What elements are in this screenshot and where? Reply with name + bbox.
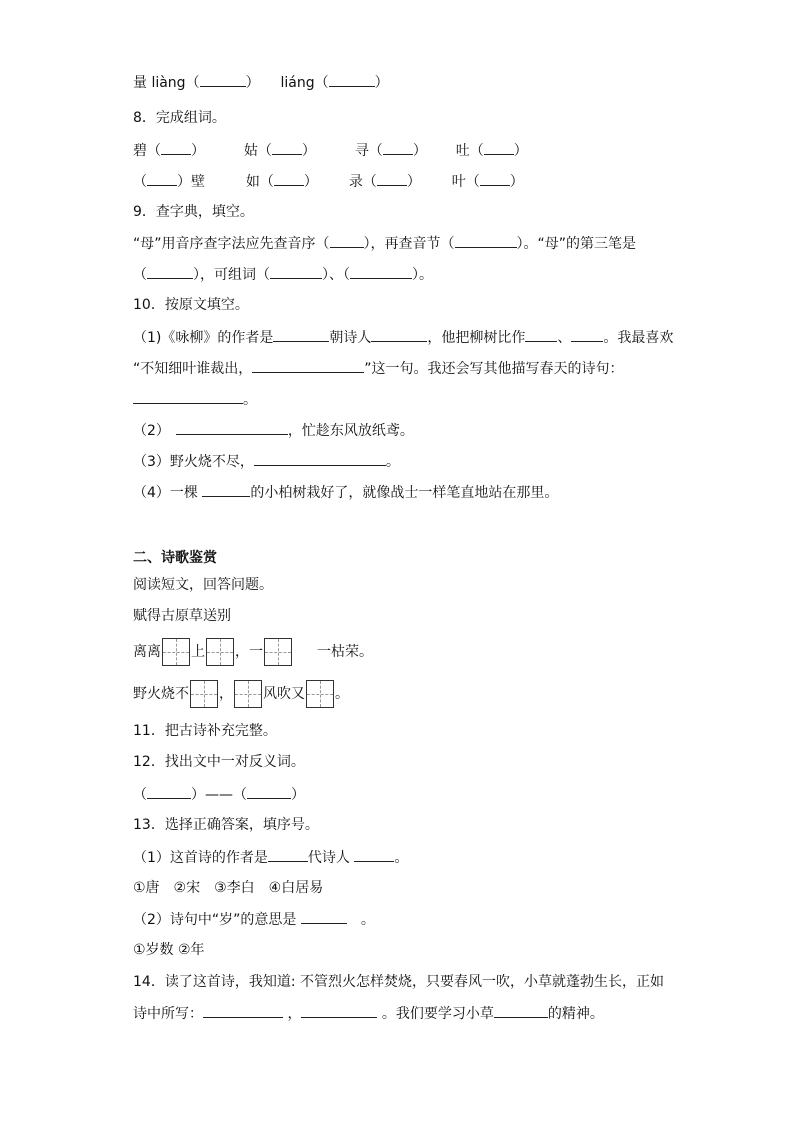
q10-text: （3）野火烧不尽， xyxy=(133,454,254,470)
poem-text: ，一 xyxy=(235,644,263,660)
q12-title: 12．找出文中一对反义词。 xyxy=(133,754,305,770)
poem-text: 风吹又 xyxy=(263,686,305,702)
poem-text: ， xyxy=(219,686,233,702)
q10-title: 10．按原文填空。 xyxy=(133,297,249,313)
q12-blank-1[interactable] xyxy=(147,784,191,799)
q13-sub-2 xyxy=(133,909,375,929)
q10-text: （2） xyxy=(133,423,170,439)
q10-blank-5[interactable] xyxy=(252,358,364,373)
q9-blank-1[interactable] xyxy=(330,233,364,248)
q13-text: （1）这首诗的作者是 xyxy=(133,850,268,866)
q7-tail-line xyxy=(133,72,389,92)
q8-word-bi2: ）壁 xyxy=(177,174,205,190)
q10-line-1 xyxy=(133,327,673,347)
q8-blank-7[interactable] xyxy=(377,171,407,186)
q8-blank-3[interactable] xyxy=(383,140,413,155)
q8-close: ） xyxy=(301,143,316,159)
q14-text: 诗中所写： xyxy=(133,1006,203,1022)
q8-row-1 xyxy=(133,140,528,160)
q13-blank-1[interactable] xyxy=(268,847,308,862)
q12-answer xyxy=(133,784,305,804)
q14-text: 。我们要学习小草 xyxy=(377,1006,494,1022)
q10-blank-2[interactable] xyxy=(371,327,427,342)
q10-text: 。我最喜欢 xyxy=(603,330,674,346)
q12-text: （ xyxy=(133,787,147,803)
q8-close: ） xyxy=(303,174,318,190)
q7-close-2: ） xyxy=(374,75,389,91)
tian-box-5[interactable] xyxy=(234,680,262,708)
q9-text: ）。 xyxy=(412,267,433,283)
q8-open: （ xyxy=(133,174,147,190)
q10-line-6 xyxy=(133,482,558,502)
q8-close: ） xyxy=(412,143,427,159)
q10-blank-8[interactable] xyxy=(254,451,386,466)
q9-title: 9．查字典，填空。 xyxy=(133,204,254,220)
q9-line-1 xyxy=(133,233,636,253)
poem-text: 上 xyxy=(191,644,205,660)
q9-line-2 xyxy=(133,264,433,284)
q12-blank-2[interactable] xyxy=(247,784,291,799)
tian-box-1[interactable] xyxy=(162,638,190,666)
q8-title: 8．完成组词。 xyxy=(133,110,226,126)
q11-title: 11．把古诗补充完整。 xyxy=(133,723,277,739)
q8-blank-1[interactable] xyxy=(161,140,191,155)
q10-blank-9[interactable] xyxy=(202,482,250,497)
poem-text: 一枯荣。 xyxy=(317,644,373,660)
q13-text: 代诗人 xyxy=(307,850,355,866)
q14-text: 的精神。 xyxy=(547,1006,604,1022)
section-heading: 二、诗歌鉴赏 xyxy=(133,550,217,566)
q12-text: ）——（ xyxy=(191,787,247,803)
q12-text: ） xyxy=(291,787,305,803)
q10-text: ，他把柳树比作 xyxy=(427,330,526,346)
q13-text: 。 xyxy=(394,850,409,866)
tian-box-6[interactable] xyxy=(306,680,334,708)
q14-text: ， xyxy=(283,1006,302,1022)
q8-word-bi: 碧（ xyxy=(133,143,161,159)
q10-line-4 xyxy=(133,420,414,440)
q13-title: 13．选择正确答案，填序号。 xyxy=(133,817,319,833)
q14-blank-3[interactable] xyxy=(494,1003,548,1018)
q8-blank-4[interactable] xyxy=(484,140,514,155)
poem-text: 。 xyxy=(335,686,349,702)
q14-line-1: 14．读了这首诗，我知道: 不管烈火怎样焚烧，只要春风一吹，小草就蓬勃生长，正如 xyxy=(133,974,664,990)
q13-blank-2[interactable] xyxy=(354,847,394,862)
q13-options-1: ①唐 ②宋 ③李白 ④白居易 xyxy=(133,880,324,896)
q14-blank-2[interactable] xyxy=(301,1003,377,1018)
q9-blank-3[interactable] xyxy=(147,264,193,279)
poem-title: 赋得古原草送别 xyxy=(133,608,231,624)
q8-word-tu: 吐（ xyxy=(455,143,484,159)
q9-blank-4[interactable] xyxy=(270,264,322,279)
q10-text: ”这一句。我还会写其他描写春天的诗句： xyxy=(364,361,624,377)
q10-line-2 xyxy=(133,358,624,378)
q10-text: “不知细叶谁裁出， xyxy=(133,361,253,377)
q8-word-ru: 如（ xyxy=(245,174,274,190)
poem-text: 离离 xyxy=(133,644,161,660)
q13-sub-1 xyxy=(133,847,408,867)
q10-text: ，忙趁东风放纸鸢。 xyxy=(287,423,414,439)
q8-close: ） xyxy=(513,143,528,159)
q8-blank-5[interactable] xyxy=(147,171,177,186)
q8-blank-8[interactable] xyxy=(480,171,510,186)
q10-line-3 xyxy=(133,389,257,409)
poem-line-1 xyxy=(133,637,373,667)
q8-word-xun: 寻（ xyxy=(354,143,383,159)
q9-text: （ xyxy=(133,267,147,283)
q9-text: ）。“母”的第三笔是 xyxy=(516,236,637,252)
q8-word-ye: 叶（ xyxy=(451,174,480,190)
q9-blank-5[interactable] xyxy=(350,264,412,279)
q13-options-2: ①岁数 ②年 xyxy=(133,942,205,958)
q10-blank-7[interactable] xyxy=(176,420,288,435)
q10-text: （1)《咏柳》的作者是 xyxy=(133,330,274,346)
q10-text: 、 xyxy=(557,330,572,346)
q10-text: 。 xyxy=(243,392,257,408)
tian-box-4[interactable] xyxy=(190,680,218,708)
q9-blank-2[interactable] xyxy=(455,233,517,248)
q10-blank-1[interactable] xyxy=(273,327,329,342)
q10-line-5 xyxy=(133,451,400,471)
q8-blank-6[interactable] xyxy=(274,171,304,186)
q10-text: 朝诗人 xyxy=(329,330,372,346)
section-intro: 阅读短文，回答问题。 xyxy=(133,577,273,593)
q7-blank-1[interactable] xyxy=(200,72,246,87)
q7-close-1: ） xyxy=(245,75,260,91)
q8-word-gu: 姑（ xyxy=(243,143,272,159)
tian-box-2[interactable] xyxy=(206,638,234,666)
q8-word-lu: 录（ xyxy=(348,174,377,190)
q7-pinyin-1: liàng（ xyxy=(151,75,200,91)
q13-text: （2）诗句中“岁”的意思是 xyxy=(133,912,301,928)
q13-text: 。 xyxy=(346,912,375,928)
q10-text: 的小柏树栽好了，就像战士一样笔直地站在那里。 xyxy=(250,485,559,501)
q9-text: ），再查音节（ xyxy=(363,236,455,252)
tian-box-3[interactable] xyxy=(264,638,292,666)
q13-blank-3[interactable] xyxy=(301,909,347,924)
q7-pinyin-2: liáng（ xyxy=(280,75,329,91)
q8-blank-2[interactable] xyxy=(272,140,302,155)
q9-text: “母”用音序查字法应先查音序（ xyxy=(133,236,330,252)
q10-blank-4[interactable] xyxy=(571,327,603,342)
q10-blank-3[interactable] xyxy=(525,327,557,342)
q14-blank-1[interactable] xyxy=(203,1003,283,1018)
q9-text: ）、（ xyxy=(322,267,350,283)
q14-line-2 xyxy=(133,1003,604,1023)
q8-close: ） xyxy=(509,174,524,190)
q10-text: 。 xyxy=(385,454,400,470)
q9-text: ），可组词（ xyxy=(193,267,270,283)
q7-char: 量 xyxy=(133,75,147,91)
poem-text: 野火烧不 xyxy=(133,686,189,702)
q10-text: （4）一棵 xyxy=(133,485,203,501)
q8-row-2 xyxy=(133,171,524,191)
q8-close: ） xyxy=(406,174,421,190)
q8-close: ） xyxy=(191,143,205,159)
q10-blank-6[interactable] xyxy=(133,389,243,404)
q7-blank-2[interactable] xyxy=(329,72,375,87)
poem-line-2 xyxy=(133,679,349,709)
